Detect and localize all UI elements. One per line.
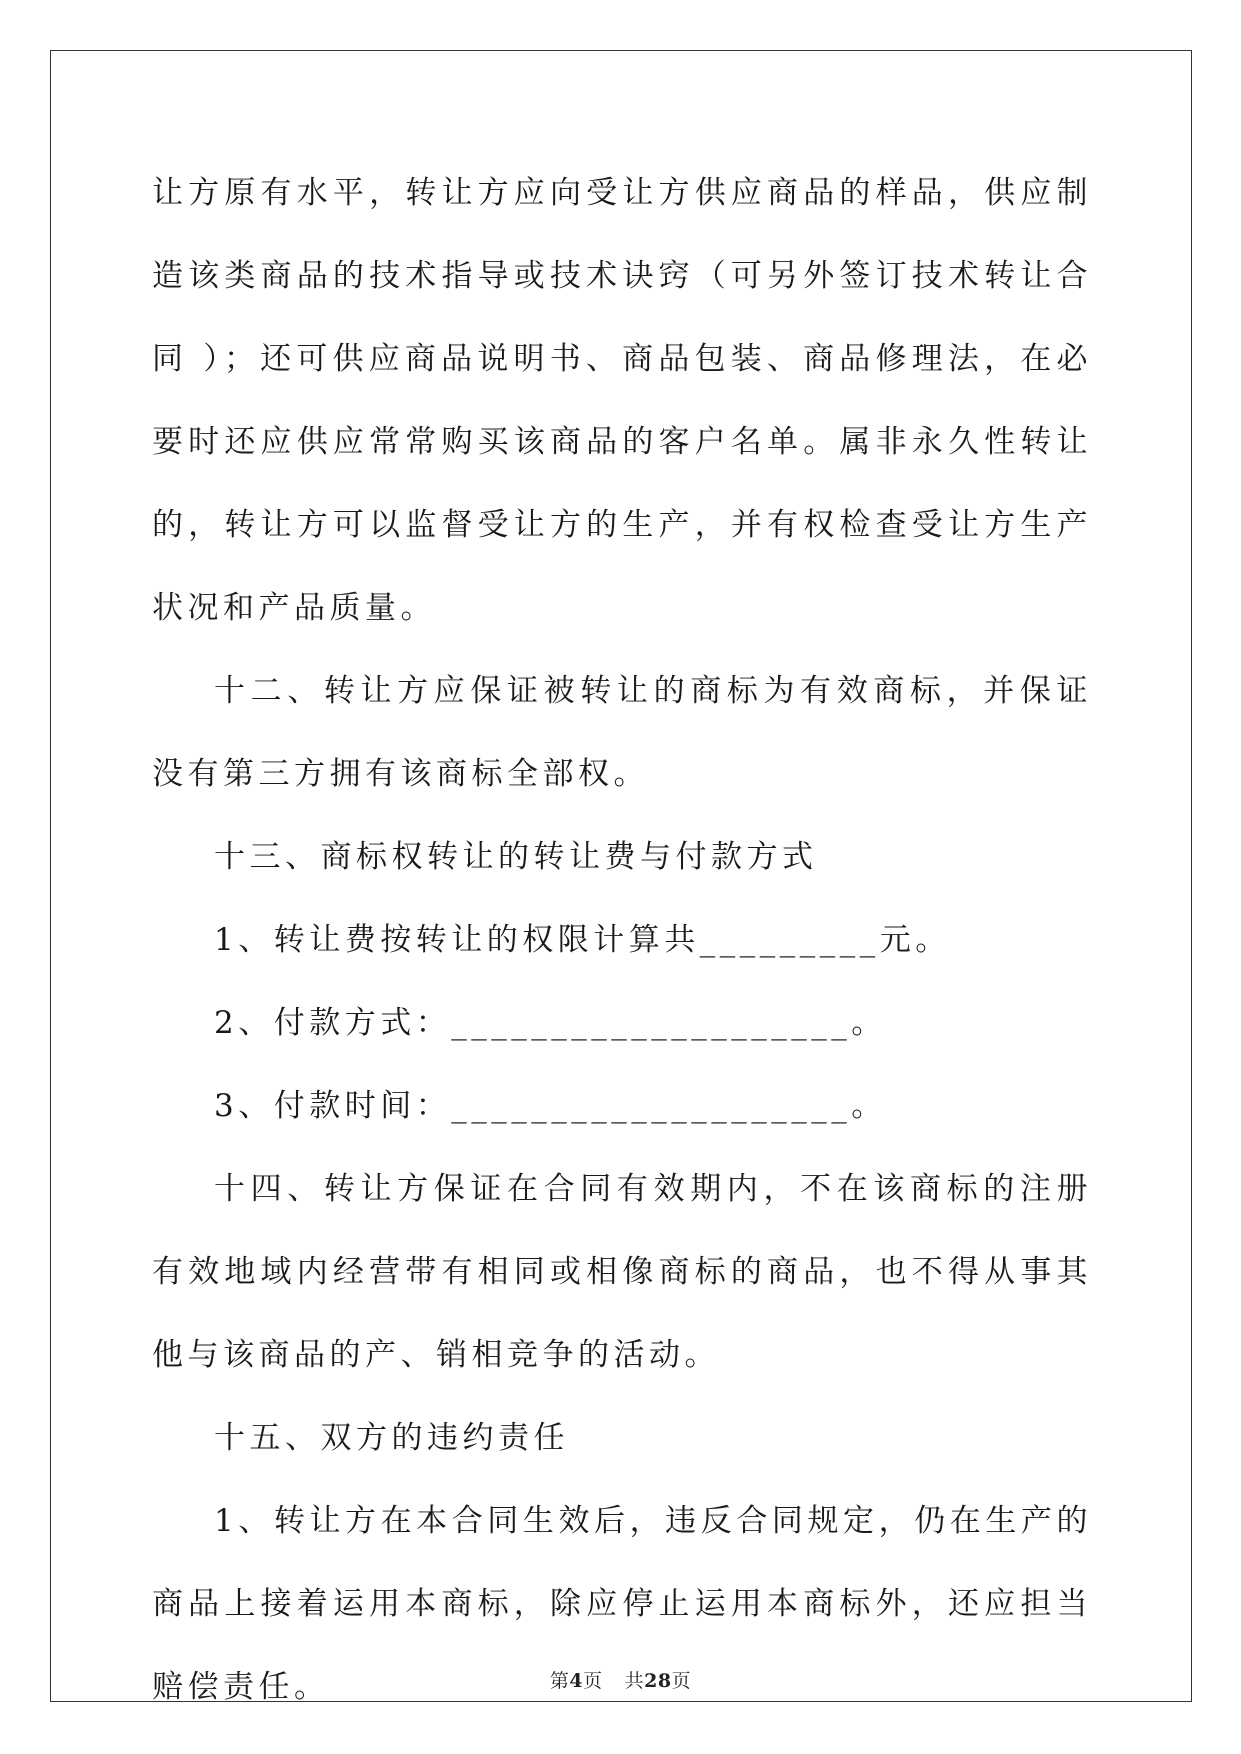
page-number: 4: [569, 1670, 584, 1692]
paragraph-clause-12: 十二、转让方应保证被转让的商标为有效商标，并保证没有第三方拥有该商标全部权。: [152, 673, 1092, 792]
total-pages: 28: [644, 1670, 672, 1692]
paragraph-clause-15-heading: 十五、双方的违约责任: [214, 1420, 569, 1456]
paragraph-clause-13-item-2: 2、付款方式：____________________。: [214, 1005, 887, 1041]
page-suffix: 页: [583, 1670, 603, 1692]
total-suffix: 页: [671, 1670, 692, 1692]
paragraph-continuation: 让方原有水平，转让方应向受让方供应商品的样品，供应制造该类商品的技术指导或技术诀窍（可另外签订技术转让合同 ）；还可供应商品说明书、商品包装、商品修理法，在必要时还应供应常常购买该商品的客户名单。属非永久性转让的，转让方可以监督受让方的生产，并有权检查受让方生产状况和产品质量。: [152, 175, 1092, 626]
paragraph-clause-13-item-3: 3、付款时间：____________________。: [214, 1088, 887, 1124]
paragraph-clause-13-item-1: 1、转让费按转让的权限计算共_________元。: [214, 922, 951, 958]
page-prefix: 第: [549, 1670, 570, 1692]
paragraph-clause-13-heading: 十三、商标权转让的转让费与付款方式: [214, 839, 818, 875]
total-prefix: 共: [624, 1670, 645, 1692]
paragraph-clause-14: 十四、转让方保证在合同有效期内，不在该商标的注册有效地域内经营带有相同或相像商标的商品，也不得从事其他与该商品的产、销相竞争的活动。: [152, 1171, 1092, 1373]
page-footer: [0, 1666, 1241, 1693]
paragraph-clause-15-item-1: 1、转让方在本合同生效后，违反合同规定，仍在生产的商品上接着运用本商标，除应停止运用本商标外，还应担当赔偿责任。: [152, 1503, 1092, 1705]
document-body: [152, 152, 1092, 1729]
